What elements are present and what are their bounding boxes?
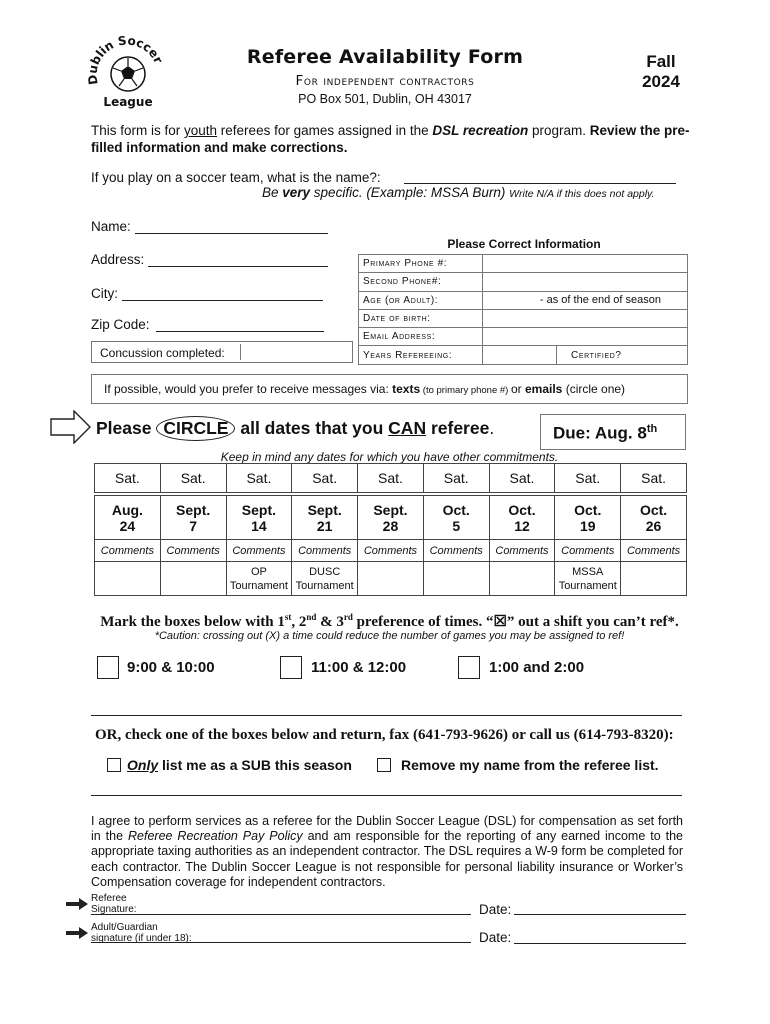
team-hint: Be very specific. (Example: MSSA Burn) Write N/A if this does not apply. <box>262 185 655 200</box>
date-cell[interactable] <box>555 496 621 540</box>
certified-label: Certified? <box>571 349 622 361</box>
date-month: Sept. <box>241 501 277 518</box>
time-label-2: 11:00 & 12:00 <box>311 659 407 676</box>
referee-date-label: Date: <box>479 902 512 917</box>
season-label <box>636 52 686 92</box>
comment-note-type: Tournament <box>295 579 354 592</box>
years-field[interactable] <box>483 346 557 364</box>
comments-label: Comments <box>160 540 226 562</box>
comment-note: MSSA <box>572 565 604 578</box>
svg-text:League: League <box>103 95 153 109</box>
day-cell: Sat. <box>160 464 226 493</box>
comment-cell[interactable] <box>621 562 687 596</box>
dates-table <box>94 463 687 596</box>
date-cell[interactable] <box>160 496 226 540</box>
day-cell: Sat. <box>292 464 358 493</box>
certified-field[interactable] <box>557 346 688 364</box>
intro-paragraph: This form is for youth referees for games assigned in the DSL recreation program. Review the pre-filled information and make corrections. <box>91 123 690 155</box>
guardian-signature-label: Adult/Guardian signature (if under 18): <box>91 922 192 944</box>
dob-field[interactable] <box>483 309 688 327</box>
comments-label: Comments <box>555 540 621 562</box>
guardian-signature-field[interactable] <box>91 942 471 943</box>
correct-info-heading: Please Correct Information <box>447 237 601 251</box>
comment-cell[interactable] <box>489 562 555 596</box>
comments-label: Comments <box>226 540 292 562</box>
date-month: Sept. <box>176 501 211 518</box>
arrow-icon-referee <box>66 898 88 913</box>
sub-only-checkbox[interactable] <box>107 758 121 772</box>
divider-top <box>91 715 682 716</box>
date-day: 5 <box>452 517 461 534</box>
time-label-3: 1:00 and 2:00 <box>489 659 585 676</box>
comment-cell[interactable] <box>226 562 292 596</box>
season-year: 2024 <box>642 72 680 91</box>
comment-cell[interactable] <box>160 562 226 596</box>
zip-field[interactable] <box>156 331 324 332</box>
comment-note: OP <box>250 565 267 578</box>
form-subtitle: For independent contractors <box>295 73 475 89</box>
team-question: If you play on a soccer team, what is the name?: <box>91 170 381 185</box>
date-day: 12 <box>514 517 530 534</box>
comments-label: Comments <box>423 540 489 562</box>
city-label: City: <box>91 286 118 301</box>
right-arrow-icon <box>50 410 92 447</box>
comments-label: Comments <box>358 540 424 562</box>
caution-note: *Caution: crossing out (X) a time could reduce the number of games you may be assigned to ref! <box>154 630 625 642</box>
address-label: Address: <box>91 252 145 267</box>
circle-word: CIRCLE <box>156 416 235 441</box>
date-day: 24 <box>119 517 136 534</box>
day-cell: Sat. <box>226 464 292 493</box>
concussion-box[interactable] <box>91 341 353 363</box>
name-field[interactable] <box>135 233 328 234</box>
name-label: Name: <box>91 219 131 234</box>
date-day: 19 <box>579 517 596 534</box>
arrow-icon-guardian <box>66 927 88 942</box>
day-cell: Sat. <box>555 464 621 493</box>
date-cell[interactable] <box>423 496 489 540</box>
divider-bottom <box>91 795 682 796</box>
time-box-3[interactable] <box>458 656 480 679</box>
referee-signature-label: Referee Signature: <box>91 893 137 915</box>
dublin-soccer-league-logo <box>86 36 168 110</box>
date-month: Oct. <box>639 501 668 518</box>
second-phone-label: Second Phone#: <box>359 273 483 291</box>
primary-phone-field[interactable] <box>483 255 688 273</box>
emails-option[interactable]: emails <box>525 382 563 396</box>
time-label-1: 9:00 & 10:00 <box>127 659 215 676</box>
day-cell: Sat. <box>621 464 687 493</box>
guardian-date-field[interactable] <box>514 943 686 944</box>
years-label: Years Refereeing: <box>359 346 483 364</box>
date-month: Aug. <box>111 501 143 518</box>
comment-cell[interactable] <box>292 562 358 596</box>
time-box-2[interactable] <box>280 656 302 679</box>
date-day: 21 <box>316 517 333 534</box>
date-day: 26 <box>645 517 662 534</box>
age-label: Age (or Adult): <box>359 291 483 309</box>
day-cell: Sat. <box>358 464 424 493</box>
remove-label: Remove my name from the referee list. <box>401 757 659 773</box>
svg-text:Dublin Soccer: Dublin Soccer <box>86 36 166 86</box>
date-day: 28 <box>382 517 399 534</box>
primary-phone-label: Primary Phone #: <box>359 255 483 273</box>
sub-only-label: Only list me as a SUB this season <box>127 757 352 773</box>
team-name-field[interactable] <box>404 183 676 184</box>
keep-in-mind-note: Keep in mind any dates for which you have other commitments. <box>220 450 559 464</box>
date-cell[interactable] <box>226 496 292 540</box>
referee-date-field[interactable] <box>514 914 686 915</box>
date-cell[interactable] <box>95 496 161 540</box>
second-phone-field[interactable] <box>483 273 688 291</box>
league-address: PO Box 501, Dublin, OH 43017 <box>298 92 472 106</box>
date-month: Oct. <box>508 501 536 518</box>
email-field[interactable] <box>483 328 688 346</box>
comment-cell[interactable] <box>423 562 489 596</box>
date-month: Sept. <box>307 501 342 518</box>
email-label: Email Address: <box>359 328 483 346</box>
date-cell[interactable] <box>358 496 424 540</box>
date-cell[interactable] <box>489 496 555 540</box>
comment-note: DUSC <box>309 565 341 578</box>
comment-cell[interactable] <box>358 562 424 596</box>
time-preference-instruction: Mark the boxes below with 1st, 2nd & 3rd preference of times. “☒” out a shift you can’t ref*. <box>100 612 679 630</box>
time-box-1[interactable] <box>97 656 119 679</box>
remove-checkbox[interactable] <box>377 758 391 772</box>
day-cell: Sat. <box>95 464 161 493</box>
comments-label: Comments <box>489 540 555 562</box>
agreement-paragraph: I agree to perform services as a referee for the Dublin Soccer League (DSL) for compensation as set forth in the Referee Recreation Pay Policy and am responsible for the reporting of any earned income to the appropriate taxing authorities as an independent contractor. The DSL requires a W-9 form be completed for each contractor. The Dublin Soccer League is not responsible for personal liability insurance or Worker’s Compensation coverage for independent contractors. <box>91 814 683 889</box>
referee-signature-field[interactable] <box>91 914 471 915</box>
message-preference[interactable]: If possible, would you prefer to receive messages via: texts (to primary phone #) or emails (circle one) <box>91 374 688 404</box>
due-date: Due: Aug. 8th <box>540 414 686 450</box>
correct-info-table <box>358 254 688 365</box>
guardian-date-label: Date: <box>479 930 512 945</box>
comment-cell[interactable] <box>95 562 161 596</box>
season-name: Fall <box>646 52 676 71</box>
date-month: Sept. <box>373 501 408 518</box>
comment-cell[interactable] <box>555 562 621 596</box>
city-field[interactable] <box>122 300 323 301</box>
date-month: Oct. <box>574 501 602 518</box>
comment-note-type: Tournament <box>558 579 617 592</box>
zip-label: Zip Code: <box>91 317 150 332</box>
comments-label: Comments <box>292 540 358 562</box>
circle-instruction: Please CIRCLE all dates that you CAN referee. <box>96 416 494 441</box>
comment-note-type: Tournament <box>229 579 288 592</box>
day-cell: Sat. <box>423 464 489 493</box>
address-field[interactable] <box>148 266 328 267</box>
date-cell[interactable] <box>621 496 687 540</box>
alternative-heading: OR, check one of the boxes below and return, fax (641-793-9626) or call us (614-793-8320): <box>95 727 674 743</box>
texts-option[interactable]: texts <box>392 382 421 396</box>
day-cell: Sat. <box>489 464 555 493</box>
age-field[interactable] <box>483 291 688 309</box>
date-day: 14 <box>251 517 267 534</box>
age-note: - as of the end of season <box>539 294 661 307</box>
date-month: Oct. <box>442 501 470 518</box>
date-day: 7 <box>189 517 198 534</box>
comments-label: Comments <box>621 540 687 562</box>
concussion-label: Concussion completed: <box>100 346 225 360</box>
comments-label: Comments <box>95 540 161 562</box>
date-cell[interactable] <box>292 496 358 540</box>
dob-label: Date of birth: <box>359 309 483 327</box>
form-title: Referee Availability Form <box>246 46 524 68</box>
